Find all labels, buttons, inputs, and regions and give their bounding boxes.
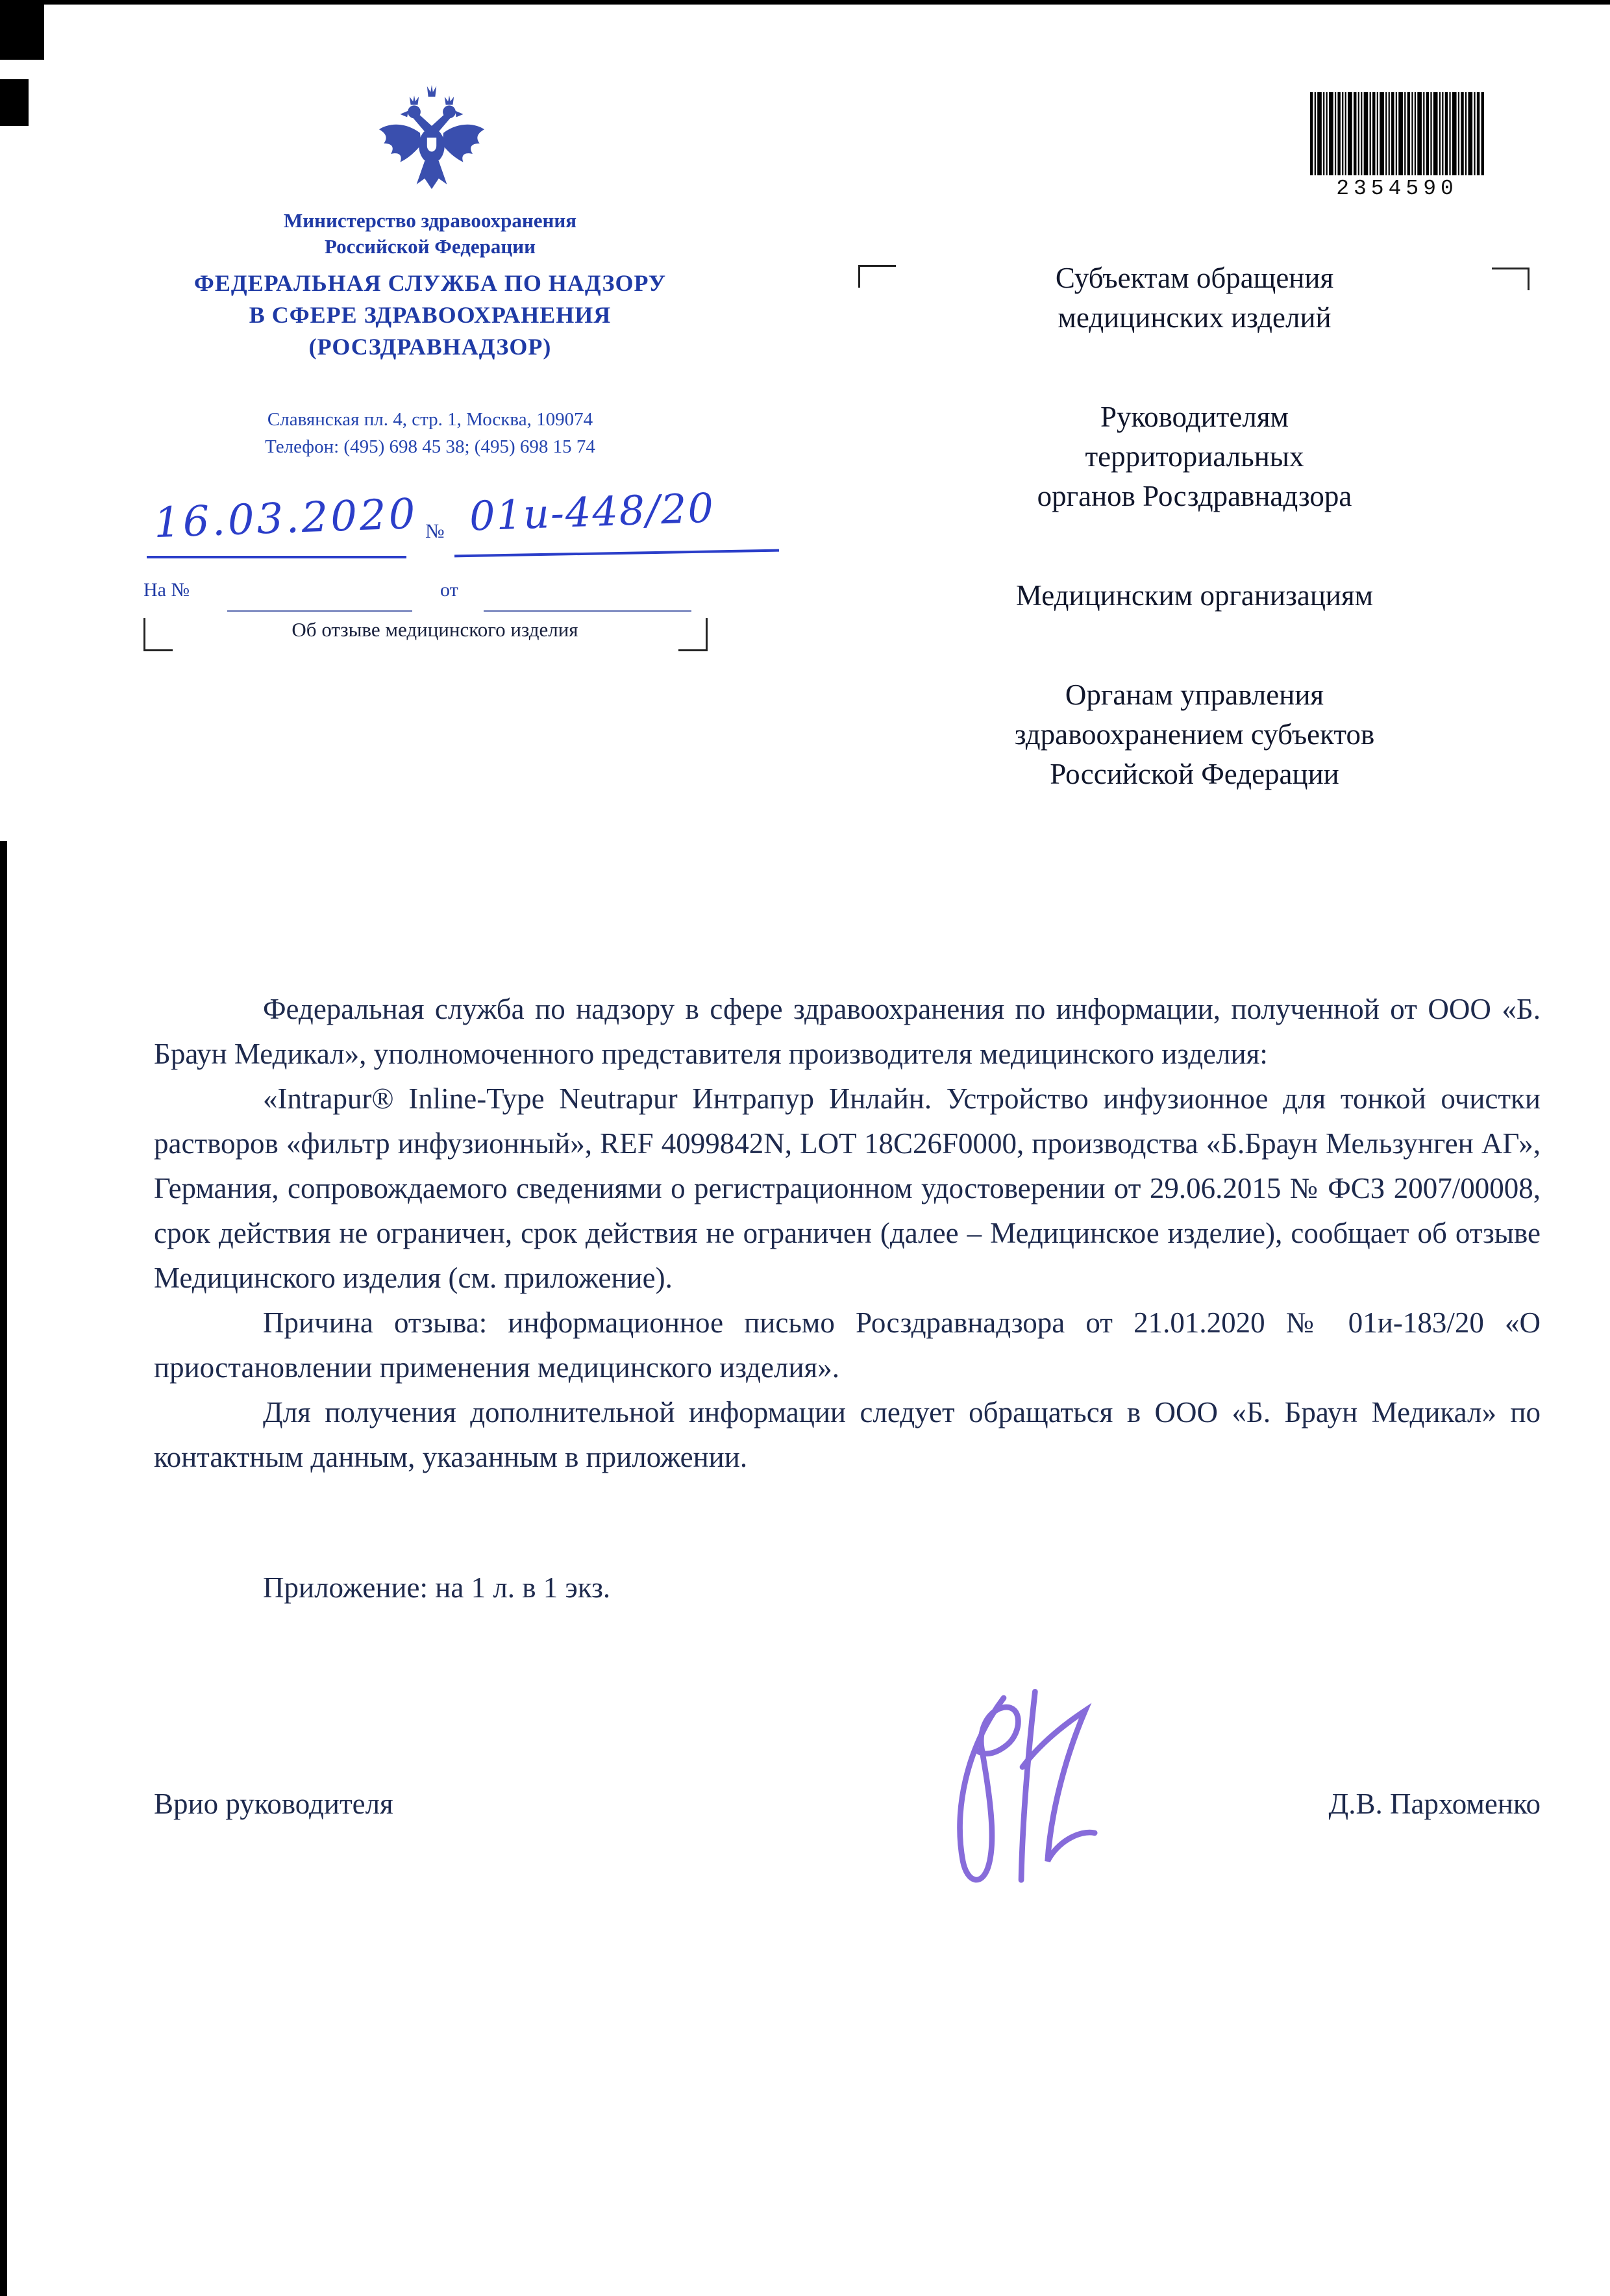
- ministry-line1: Министерство здравоохранения: [283, 209, 577, 232]
- recipient-line: Органам управления: [1065, 679, 1324, 711]
- scan-artifact-left-strip: [0, 841, 7, 2296]
- recipient-group: [870, 258, 1519, 338]
- reference-line: [143, 579, 458, 601]
- agency-line1: ФЕДЕРАЛЬНАЯ СЛУЖБА ПО НАДЗОРУ: [193, 270, 667, 296]
- ref-ot-label: от: [440, 579, 458, 601]
- scan-artifact-corner2: [0, 79, 29, 126]
- number-underline: [454, 549, 779, 558]
- agency-address: Славянская пл. 4, стр. 1, Москва, 109074: [267, 409, 593, 430]
- ref-na-label: На №: [143, 579, 190, 601]
- agency-contacts: [140, 406, 721, 460]
- recipient-line: здравоохранением субъектов: [1014, 718, 1375, 751]
- recipient-group: [870, 576, 1519, 616]
- date-underline: [147, 556, 406, 558]
- signoff-position: Врио руководителя: [154, 1788, 393, 1820]
- attachment-note: Приложение: на 1 л. в 1 экз.: [263, 1571, 611, 1604]
- agency-phone: Телефон: (495) 698 45 38; (495) 698 15 74: [265, 436, 595, 457]
- handwritten-date: 16.03.2020: [153, 490, 419, 548]
- handwritten-signature: [928, 1672, 1117, 1912]
- barcode-bars: [1310, 92, 1484, 175]
- handwritten-outgoing-number: 01и-448/20: [468, 484, 716, 540]
- agency-line3: (РОСЗДРАВНАДЗОР): [308, 334, 552, 360]
- recipient-line: органов Росздравнадзора: [1037, 480, 1352, 512]
- number-sign: №: [425, 519, 445, 542]
- agency-line2: В СФЕРЕ ЗДРАВООХРАНЕНИЯ: [249, 302, 612, 328]
- recipient-group: [870, 675, 1519, 794]
- ministry-line2: Российской Федерации: [325, 235, 536, 258]
- coat-of-arms-eagle-icon: [373, 77, 490, 203]
- ministry-title: [140, 208, 721, 260]
- signoff-name: Д.В. Пархоменко: [1328, 1788, 1541, 1820]
- recipient-line: медицинских изделий: [1058, 301, 1331, 334]
- body-paragraph: «Intrapur® Inline-Type Neutrapur Интрапур Инлайн. Устройство инфузионное для тонкой очистки растворов «фильтр инфузионный», REF 4099842N, LOT 18C26F0000, производства «Б.Браун Мельзунген АГ», Германия, сопровождаемого сведениями о регистрационном удостоверении от 29.06.2015 № ФСЗ 2007/00008, срок действия не ограничен, срок действия не ограничен (далее – Медицинское изделие), сообщает об отзыве Медицинского изделия (см. приложение).: [154, 1082, 1541, 1294]
- body-paragraph: Для получения дополнительной информации следует обращаться в ООО «Б. Браун Медикал» по контактным данным, указанным в приложении.: [154, 1396, 1541, 1473]
- recipient-group: [870, 397, 1519, 516]
- recipient-line: Медицинским организациям: [1015, 579, 1374, 612]
- body-paragraph: Причина отзыва: информационное письмо Росздравнадзора от 21.01.2020 № 01и-183/20 «О приостановлении применения медицинского изделия».: [154, 1306, 1541, 1384]
- letter-body: [154, 987, 1541, 1610]
- recipient-line: Российской Федерации: [1050, 758, 1339, 790]
- recipient-line: территориальных: [1085, 440, 1304, 473]
- scan-artifact-corner: [0, 0, 44, 60]
- scan-artifact-top-line: [0, 0, 1610, 5]
- ref-date-underline: [484, 610, 691, 612]
- ref-number-underline: [227, 610, 412, 612]
- recipient-line: Субъектам обращения: [1055, 262, 1334, 294]
- recipient-line: Руководителям: [1100, 401, 1289, 433]
- letter-subject: Об отзыве медицинского изделия: [291, 618, 578, 641]
- recipients-block: [870, 258, 1519, 854]
- barcode-number: 2354590: [1336, 177, 1458, 201]
- barcode: [1310, 92, 1484, 208]
- agency-title: [140, 268, 721, 363]
- body-paragraph: Федеральная служба по надзору в сфере здравоохранения по информации, полученной от ООО «Б. Браун Медикал», уполномоченного представителя производителя медицинского изделия:: [154, 993, 1541, 1070]
